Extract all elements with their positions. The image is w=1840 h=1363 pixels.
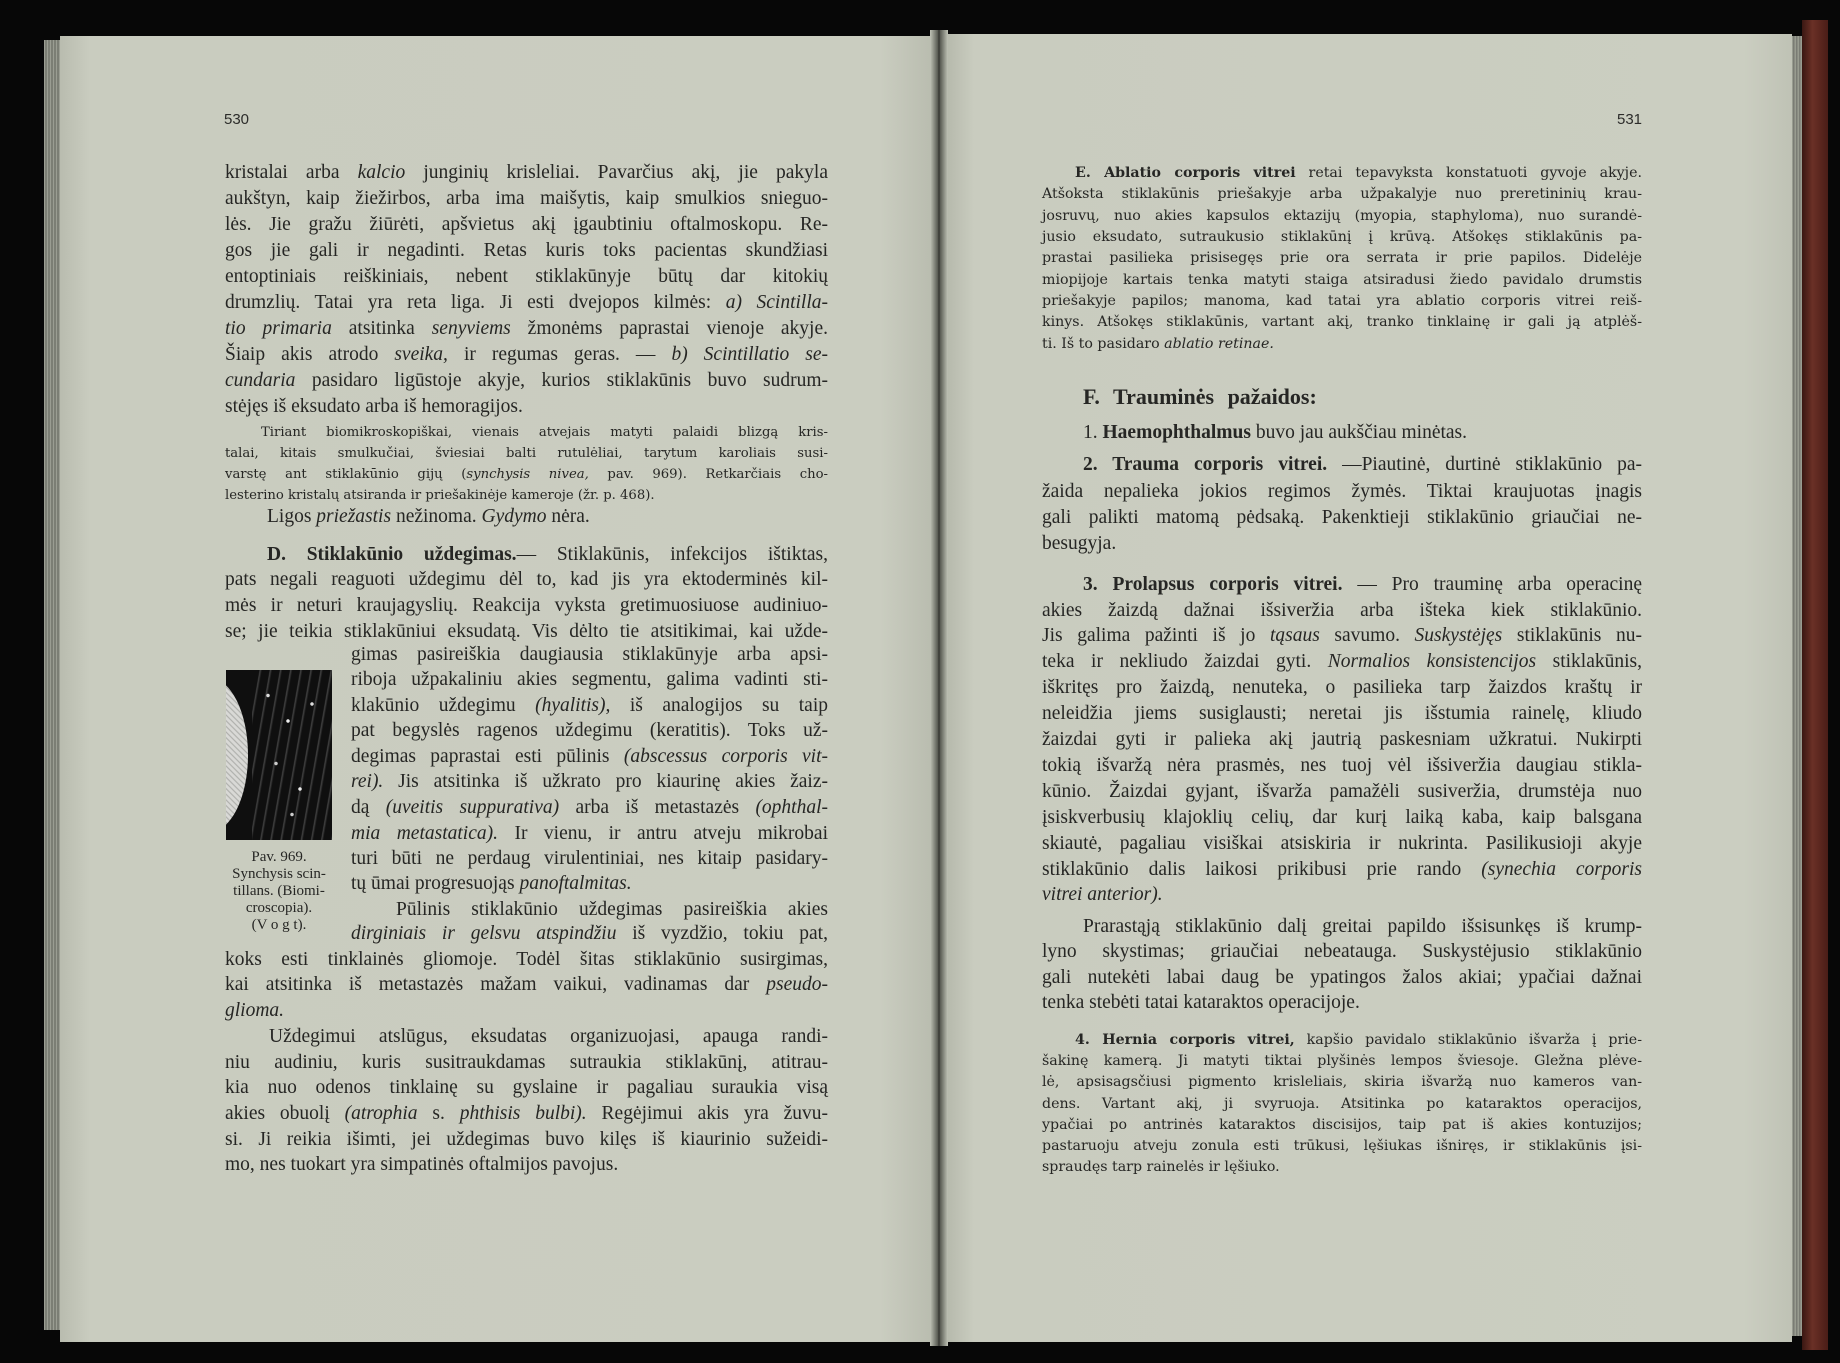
text-line xyxy=(1042,753,1642,779)
text-segment: besugyja. xyxy=(1042,533,1117,554)
text-segment: mo, nes tuokart yra simpatinės oftalmijos pavojus. xyxy=(225,1154,619,1175)
text-line xyxy=(1042,779,1642,805)
text-segment: klakūnio uždegimu xyxy=(351,695,536,716)
text-line xyxy=(225,1152,828,1178)
italic-text: a) Scintilla- xyxy=(725,292,828,313)
text-segment: gali nutekėti labai daug be ypatingos žalos akiai; ypačiai dažnai xyxy=(1042,967,1642,988)
text-line xyxy=(1042,831,1642,857)
text-segment: gos jie gali ir negadinti. Retas kuris toks pacientas skundžiasi xyxy=(225,240,828,261)
text-segment: Tiriant biomikroskopiškai, vienais atvejais matyti palaidi blizgą kris- xyxy=(261,424,828,440)
text-segment: stiklakūnis nu- xyxy=(1502,625,1642,646)
italic-text: (hyalitis), xyxy=(535,695,611,716)
page-number-left: 530 xyxy=(224,111,250,128)
bold-text: 2. Trauma corporis vitrei. xyxy=(1083,454,1328,475)
text-line xyxy=(351,769,828,795)
text-line xyxy=(1042,291,1642,312)
text-line xyxy=(225,567,828,593)
text-segment: žaizdai gyti ir palieka akį jautrią paskesniam užkratui. Nukirpti xyxy=(1042,729,1642,750)
text-segment: žaida nepalieka jokios regimos žymės. Tiktai kraujuotas įnagis xyxy=(1042,481,1642,502)
text-line xyxy=(1083,382,1642,412)
italic-text: priežastis xyxy=(316,506,392,527)
text-segment: stiklakūnis, xyxy=(1536,651,1642,672)
text-segment: riboja užpakaliniu akies segmentu, galima vadinti sti- xyxy=(351,669,828,690)
text-segment: prastai pasilieka prisisegęs prie ora serrata ir prie papilos. Didelėje xyxy=(1042,249,1642,266)
text-segment: pat begyslės ragenos uždegimu (keratitis). Toks už- xyxy=(351,720,828,741)
text-segment: jusio eksudato, sutraukusio stiklakūnį į krūvą. Atšokęs stiklakūnis pa- xyxy=(1042,228,1642,245)
text-line xyxy=(1042,531,1642,557)
text-segment: drumzlių. Tatai yra reta liga. Ji esti dvejopos kilmės: xyxy=(225,292,726,313)
figure-caption-line: Synchysis scin- xyxy=(232,866,326,882)
text-segment: ti. Iš to pasidaro xyxy=(1042,335,1165,352)
text-line xyxy=(1042,505,1642,531)
text-segment: varstę ant stiklakūnio gijų ( xyxy=(225,466,467,482)
text-segment: dą xyxy=(351,797,386,818)
figure-caption-line: Pav. 969. xyxy=(251,849,307,865)
italic-text: Suskystėjęs xyxy=(1414,625,1503,646)
bold-text: E. Ablatio corporis vitrei xyxy=(1075,164,1296,181)
text-segment: žmonėms paprastai vienoje akyje. xyxy=(510,318,828,339)
text-line xyxy=(1042,727,1642,753)
text-line xyxy=(351,642,828,668)
text-segment: arba iš metastazės xyxy=(559,797,756,818)
text-segment: savumo. xyxy=(1319,625,1415,646)
italic-text: cundaria xyxy=(225,370,296,391)
figure-caption-line: croscopia). xyxy=(245,900,313,916)
book-cover-edge xyxy=(1802,20,1828,1350)
text-line xyxy=(261,422,828,443)
text-line xyxy=(225,316,828,342)
text-segment: niu audiniu, kuris susitraukdamas sutraukia stiklakūnį, atitrau- xyxy=(225,1052,828,1073)
text-segment: lesterino kristalų atsiranda ir priešakinėje kameroje (žr. p. 468). xyxy=(225,487,655,503)
text-line xyxy=(1042,701,1642,727)
text-line xyxy=(225,947,828,973)
italic-text: rei). xyxy=(351,771,384,792)
text-line xyxy=(1042,882,1642,908)
text-line xyxy=(225,998,828,1024)
text-segment: — Pro trauminę arba operacinę xyxy=(1342,574,1643,595)
text-line xyxy=(351,667,828,693)
text-line xyxy=(225,290,828,316)
italic-text: b) Scintillatio se- xyxy=(671,344,828,365)
text-segment: lyno skystimas; griaučiai nebeatauga. Suskystėjusio stiklakūnio xyxy=(1042,941,1642,962)
bold-text: 4. Hernia corporis vitrei, xyxy=(1075,1031,1295,1048)
text-segment: skiautė, pagaliau visiškai atsiskiria ir nukrinta. Pasilikusioji akyje xyxy=(1042,833,1642,854)
text-line xyxy=(1042,1072,1642,1093)
italic-text: dirginiais ir gelsvu atspindžiu xyxy=(351,923,617,944)
text-line xyxy=(269,1024,828,1050)
text-line xyxy=(225,212,828,238)
text-line xyxy=(1042,675,1642,701)
text-line xyxy=(1042,965,1642,991)
text-line xyxy=(225,443,828,464)
italic-text: tio primaria xyxy=(225,318,332,339)
text-line xyxy=(351,693,828,719)
text-segment: Prarastąją stiklakūnio dalį greitai papildo išsisunkęs iš krump- xyxy=(1083,916,1642,937)
text-segment: pastaruoju atveju zonula esti trūkusi, lęšiukas išniręs, ir stiklakūnis įsi- xyxy=(1042,1137,1642,1154)
text-line xyxy=(1083,914,1642,940)
text-segment: Šiaip akis atrodo xyxy=(225,344,395,365)
text-line xyxy=(351,718,828,744)
text-segment: nežinoma. xyxy=(391,506,482,527)
page-edges-right xyxy=(1792,36,1802,1336)
text-line xyxy=(1042,227,1642,248)
text-line xyxy=(351,921,828,947)
figure-lens-shape xyxy=(226,678,248,832)
text-line xyxy=(351,744,828,770)
text-segment: ir regumas geras. — xyxy=(447,344,672,365)
text-segment: stiklakūnio dalis laikosi prikibusi prie rando xyxy=(1042,859,1482,880)
text-segment: kia nuo odenos tinklainę su gyslaine ir pagaliau suraukia visą xyxy=(225,1077,828,1098)
text-line xyxy=(1042,312,1642,333)
text-line xyxy=(1083,420,1642,446)
italic-text: kalcio xyxy=(357,162,406,183)
text-segment: Jis galima pažinti iš jo xyxy=(1042,625,1270,646)
text-segment: se; jie teikia stiklakūniui eksudatą. Vis dėlto tie atsitikimai, kai užde- xyxy=(225,621,828,642)
text-segment: spraudęs tarp rainelės ir lęšiuko. xyxy=(1042,1158,1280,1175)
text-line xyxy=(225,264,828,290)
text-segment: neleidžia jiems susiglausti; neretai jis išstumia rainelę, kliudo xyxy=(1042,703,1642,724)
text-line xyxy=(351,795,828,821)
italic-text: pseudo- xyxy=(766,974,828,995)
text-segment: Uždegimui atslūgus, eksudatas organizuojasi, apauga randi- xyxy=(269,1026,828,1047)
text-segment: kai atsitinka iš metastazės mažam vaikui, vadinamas dar xyxy=(225,974,767,995)
text-segment: nėra. xyxy=(546,506,590,527)
text-line xyxy=(1042,1051,1642,1072)
italic-text: (atrophia xyxy=(344,1103,418,1124)
text-line xyxy=(1042,184,1642,205)
text-line xyxy=(225,464,828,485)
text-segment: F. Trauminės pažaidos: xyxy=(1083,384,1317,409)
italic-text: vitrei anterior). xyxy=(1042,884,1163,905)
book-spine xyxy=(930,30,948,1346)
text-segment: 1. xyxy=(1083,422,1103,443)
text-line xyxy=(1042,206,1642,227)
text-line xyxy=(1042,990,1642,1016)
text-line xyxy=(267,504,828,530)
italic-text: sveika, xyxy=(394,344,448,365)
text-segment: įsiskverbusių klajoklių celių, dar kurį laiką kaba, kaip balsgana xyxy=(1042,807,1642,828)
text-segment: akies obuolį xyxy=(225,1103,345,1124)
text-segment: s. xyxy=(417,1103,460,1124)
italic-text: senyviems xyxy=(431,318,511,339)
text-segment: iš analogijos su taip xyxy=(610,695,828,716)
text-segment: priešakyje papilos; manoma, kad tatai yra ablatio corporis vitrei reiš- xyxy=(1042,292,1642,309)
text-segment: gali palikti matomą pėdsaką. Pakenktieji stiklakūnio griaučiai ne- xyxy=(1042,507,1642,528)
text-segment: akies žaizdą dažnai išsiveržia arba išteka kiek stiklakūnio. xyxy=(1042,600,1642,621)
text-segment: buvo jau aukščiau minėtas. xyxy=(1250,422,1468,443)
text-segment: Jis atsitinka iš užkrato pro kiaurinę akies žaiz- xyxy=(383,771,828,792)
italic-text: (synechia corporis xyxy=(1481,859,1642,880)
text-line xyxy=(396,897,828,923)
italic-text: Normalios konsistencijos xyxy=(1327,651,1537,672)
text-line xyxy=(1042,649,1642,675)
text-segment: degimas paprastai esti pūlinis xyxy=(351,746,624,767)
text-segment: mės ir neturi kraujagyslių. Reakcija vyksta gretimuosiuose audiniuo- xyxy=(225,595,828,616)
italic-text: tąsaus xyxy=(1269,625,1320,646)
text-segment: teka ir nekliudo žaizdai gyti. xyxy=(1042,651,1328,672)
text-line xyxy=(1083,452,1642,478)
bold-text: 3. Prolapsus corporis vitrei. xyxy=(1083,574,1343,595)
text-line xyxy=(225,972,828,998)
text-segment: pasidaro ligūstoje akyje, kurios stiklakūnis buvo sudrum- xyxy=(295,370,828,391)
text-segment: —Piautinė, durtinė stiklakūnio pa- xyxy=(1327,454,1642,475)
italic-text: mia metastatica). xyxy=(351,823,498,844)
text-line xyxy=(1042,334,1642,355)
text-segment: si. Ji reikia išimti, jei uždegimas buvo kilęs iš kiaurinio sužeidi- xyxy=(225,1129,828,1150)
text-segment: pats negali reaguoti uždegimu dėl to, kad jis yra ektoderminės kil- xyxy=(225,569,828,590)
text-line xyxy=(225,238,828,264)
text-line xyxy=(225,1101,828,1127)
page-edges-left xyxy=(44,40,60,1330)
page-number-right: 531 xyxy=(1617,111,1643,128)
text-segment: lės. Jie gražu žiūrėti, apšvietus akį įgaubtiniu oftalmoskopu. Re- xyxy=(225,214,828,235)
text-segment: miopijoje kartais tenka matyti staiga atsiradusi žiedo pavidalo drumstis xyxy=(1042,271,1642,288)
text-line xyxy=(351,871,828,897)
italic-text: panoftalmitas. xyxy=(519,873,632,894)
text-line xyxy=(1083,572,1642,598)
text-segment: aukštyn, kaip žiežirbos, arba ima maišytis, kaip smulkios snieguo- xyxy=(225,188,828,209)
text-segment: atsitinka xyxy=(331,318,432,339)
text-segment: šakinę kamerą. Ji matyti tiktai plyšinės lempos šviesoje. Gležna plėve- xyxy=(1042,1052,1642,1069)
text-line xyxy=(351,846,828,872)
text-line xyxy=(1042,1094,1642,1115)
text-line xyxy=(1042,248,1642,269)
text-segment: turi būti ne perdaug virulentiniai, nes kitaip pasidary- xyxy=(351,848,828,869)
text-segment: koks esti tinklainės gliomoje. Todėl šitas stiklakūnio susirgimas, xyxy=(225,949,828,970)
text-line xyxy=(1042,270,1642,291)
text-line xyxy=(225,160,828,186)
text-segment: ypačiai po antrinės kataraktos discisijos, taip pat iš akies kontuzijos; xyxy=(1042,1116,1642,1133)
text-segment: kristalai arba xyxy=(225,162,358,183)
figure-synchysis-image xyxy=(226,670,332,840)
text-segment: kūnio. Žaizdai gyjant, išvarža pamažėli susiveržia, drumstėja nuo xyxy=(1042,781,1642,802)
text-line xyxy=(1042,805,1642,831)
text-segment: stėjęs iš eksudato arba iš hemoragijos. xyxy=(225,396,523,417)
text-segment: entoptiniais reiškiniais, nebent stiklakūnyje būtų dar kitokių xyxy=(225,266,828,287)
bold-text: Haemophthalmus xyxy=(1102,422,1251,443)
text-segment: junginių krisleliai. Pavarčius akį, jie pakyla xyxy=(405,162,828,183)
text-segment: tų ūmai progresuojąs xyxy=(351,873,520,894)
text-segment: kinys. Atšokęs stiklakūnis, vartant akį, tranko tinklainę ir gali ją atplėš- xyxy=(1042,313,1642,330)
text-segment: dens. Vartant akį, ji svyruoja. Atsitinka po kataraktos operacijos, xyxy=(1042,1095,1642,1112)
text-line xyxy=(225,186,828,212)
bold-text: D. Stiklakūnio uždegimas. xyxy=(267,544,517,565)
text-segment: lė, apsisagsčiusi pigmento krisleliais, skiria išvaržą nuo kameros van- xyxy=(1042,1073,1642,1090)
text-line xyxy=(1042,1157,1642,1178)
figure-crystal-specks xyxy=(252,670,332,840)
text-line xyxy=(1075,1030,1642,1051)
text-segment: pav. 969). Retkarčiais cho- xyxy=(588,466,828,482)
text-line xyxy=(225,593,828,619)
text-segment: iš vyzdžio, tokiu pat, xyxy=(616,923,828,944)
italic-text: (abscessus corporis vit- xyxy=(623,746,828,767)
text-segment: Atšoksta stiklakūnis priešakyje arba užpakalyje nuo preretininių krau- xyxy=(1042,185,1642,202)
text-line xyxy=(225,342,828,368)
text-line xyxy=(225,368,828,394)
text-segment: tokią išvaržą nėra prasmės, nes tuoj vėl išsiveržia daugiau stikla- xyxy=(1042,755,1642,776)
figure-caption-line: (V o g t). xyxy=(251,917,307,933)
text-segment: kapšio pavidalo stiklakūnio išvarža į prie- xyxy=(1294,1031,1642,1048)
text-line xyxy=(1042,479,1642,505)
text-line xyxy=(225,1127,828,1153)
text-line xyxy=(267,542,828,568)
text-line xyxy=(1042,1115,1642,1136)
text-line xyxy=(351,821,828,847)
text-line xyxy=(225,485,828,506)
italic-text: glioma. xyxy=(225,1000,285,1021)
italic-text: (uveitis suppurativa) xyxy=(385,797,560,818)
italic-text: Gydymo xyxy=(481,506,547,527)
text-segment: talai, kitais smulkučiai, šviesiai balti rutulėliai, tarytum karoliais susi- xyxy=(225,445,828,461)
italic-text: (ophthal- xyxy=(755,797,829,818)
text-line xyxy=(225,1075,828,1101)
text-segment: retai tepavyksta konstatuoti gyvoje akyje. xyxy=(1295,164,1642,181)
text-segment: gimas pasireiškia daugiausia stiklakūnyje arba apsi- xyxy=(351,644,828,665)
text-segment: Pūlinis stiklakūnio uždegimas pasireiškia akies xyxy=(396,899,828,920)
text-line xyxy=(225,394,828,420)
text-line xyxy=(1042,939,1642,965)
text-line xyxy=(1042,598,1642,624)
italic-text: ablatio retinae. xyxy=(1164,335,1274,352)
text-line xyxy=(1075,163,1642,184)
text-segment: tenka stebėti tatai kataraktos operacijoje. xyxy=(1042,992,1360,1013)
text-segment: — Stiklakūnis, infekcijos ištiktas, xyxy=(516,544,828,565)
text-line xyxy=(1042,623,1642,649)
figure-caption-line: tillans. (Biomi- xyxy=(233,883,325,899)
text-segment: josruvų, nuo akies kapsulos ektazijų (myopia, staphyloma), nuo surandė- xyxy=(1042,207,1642,224)
text-line xyxy=(225,1050,828,1076)
text-segment: Ir vienu, ir antru atveju mikrobai xyxy=(498,823,828,844)
text-line xyxy=(1042,857,1642,883)
text-segment: iškritęs pro žaizdą, nenuteka, o pasilieka tarp žaizdos kraštų ir xyxy=(1042,677,1642,698)
italic-text: synchysis nivea, xyxy=(466,466,589,482)
text-segment: Ligos xyxy=(267,506,317,527)
text-line xyxy=(1042,1136,1642,1157)
text-segment: Regėjimui akis yra žuvu- xyxy=(586,1103,829,1124)
italic-text: phthisis bulbi). xyxy=(459,1103,587,1124)
